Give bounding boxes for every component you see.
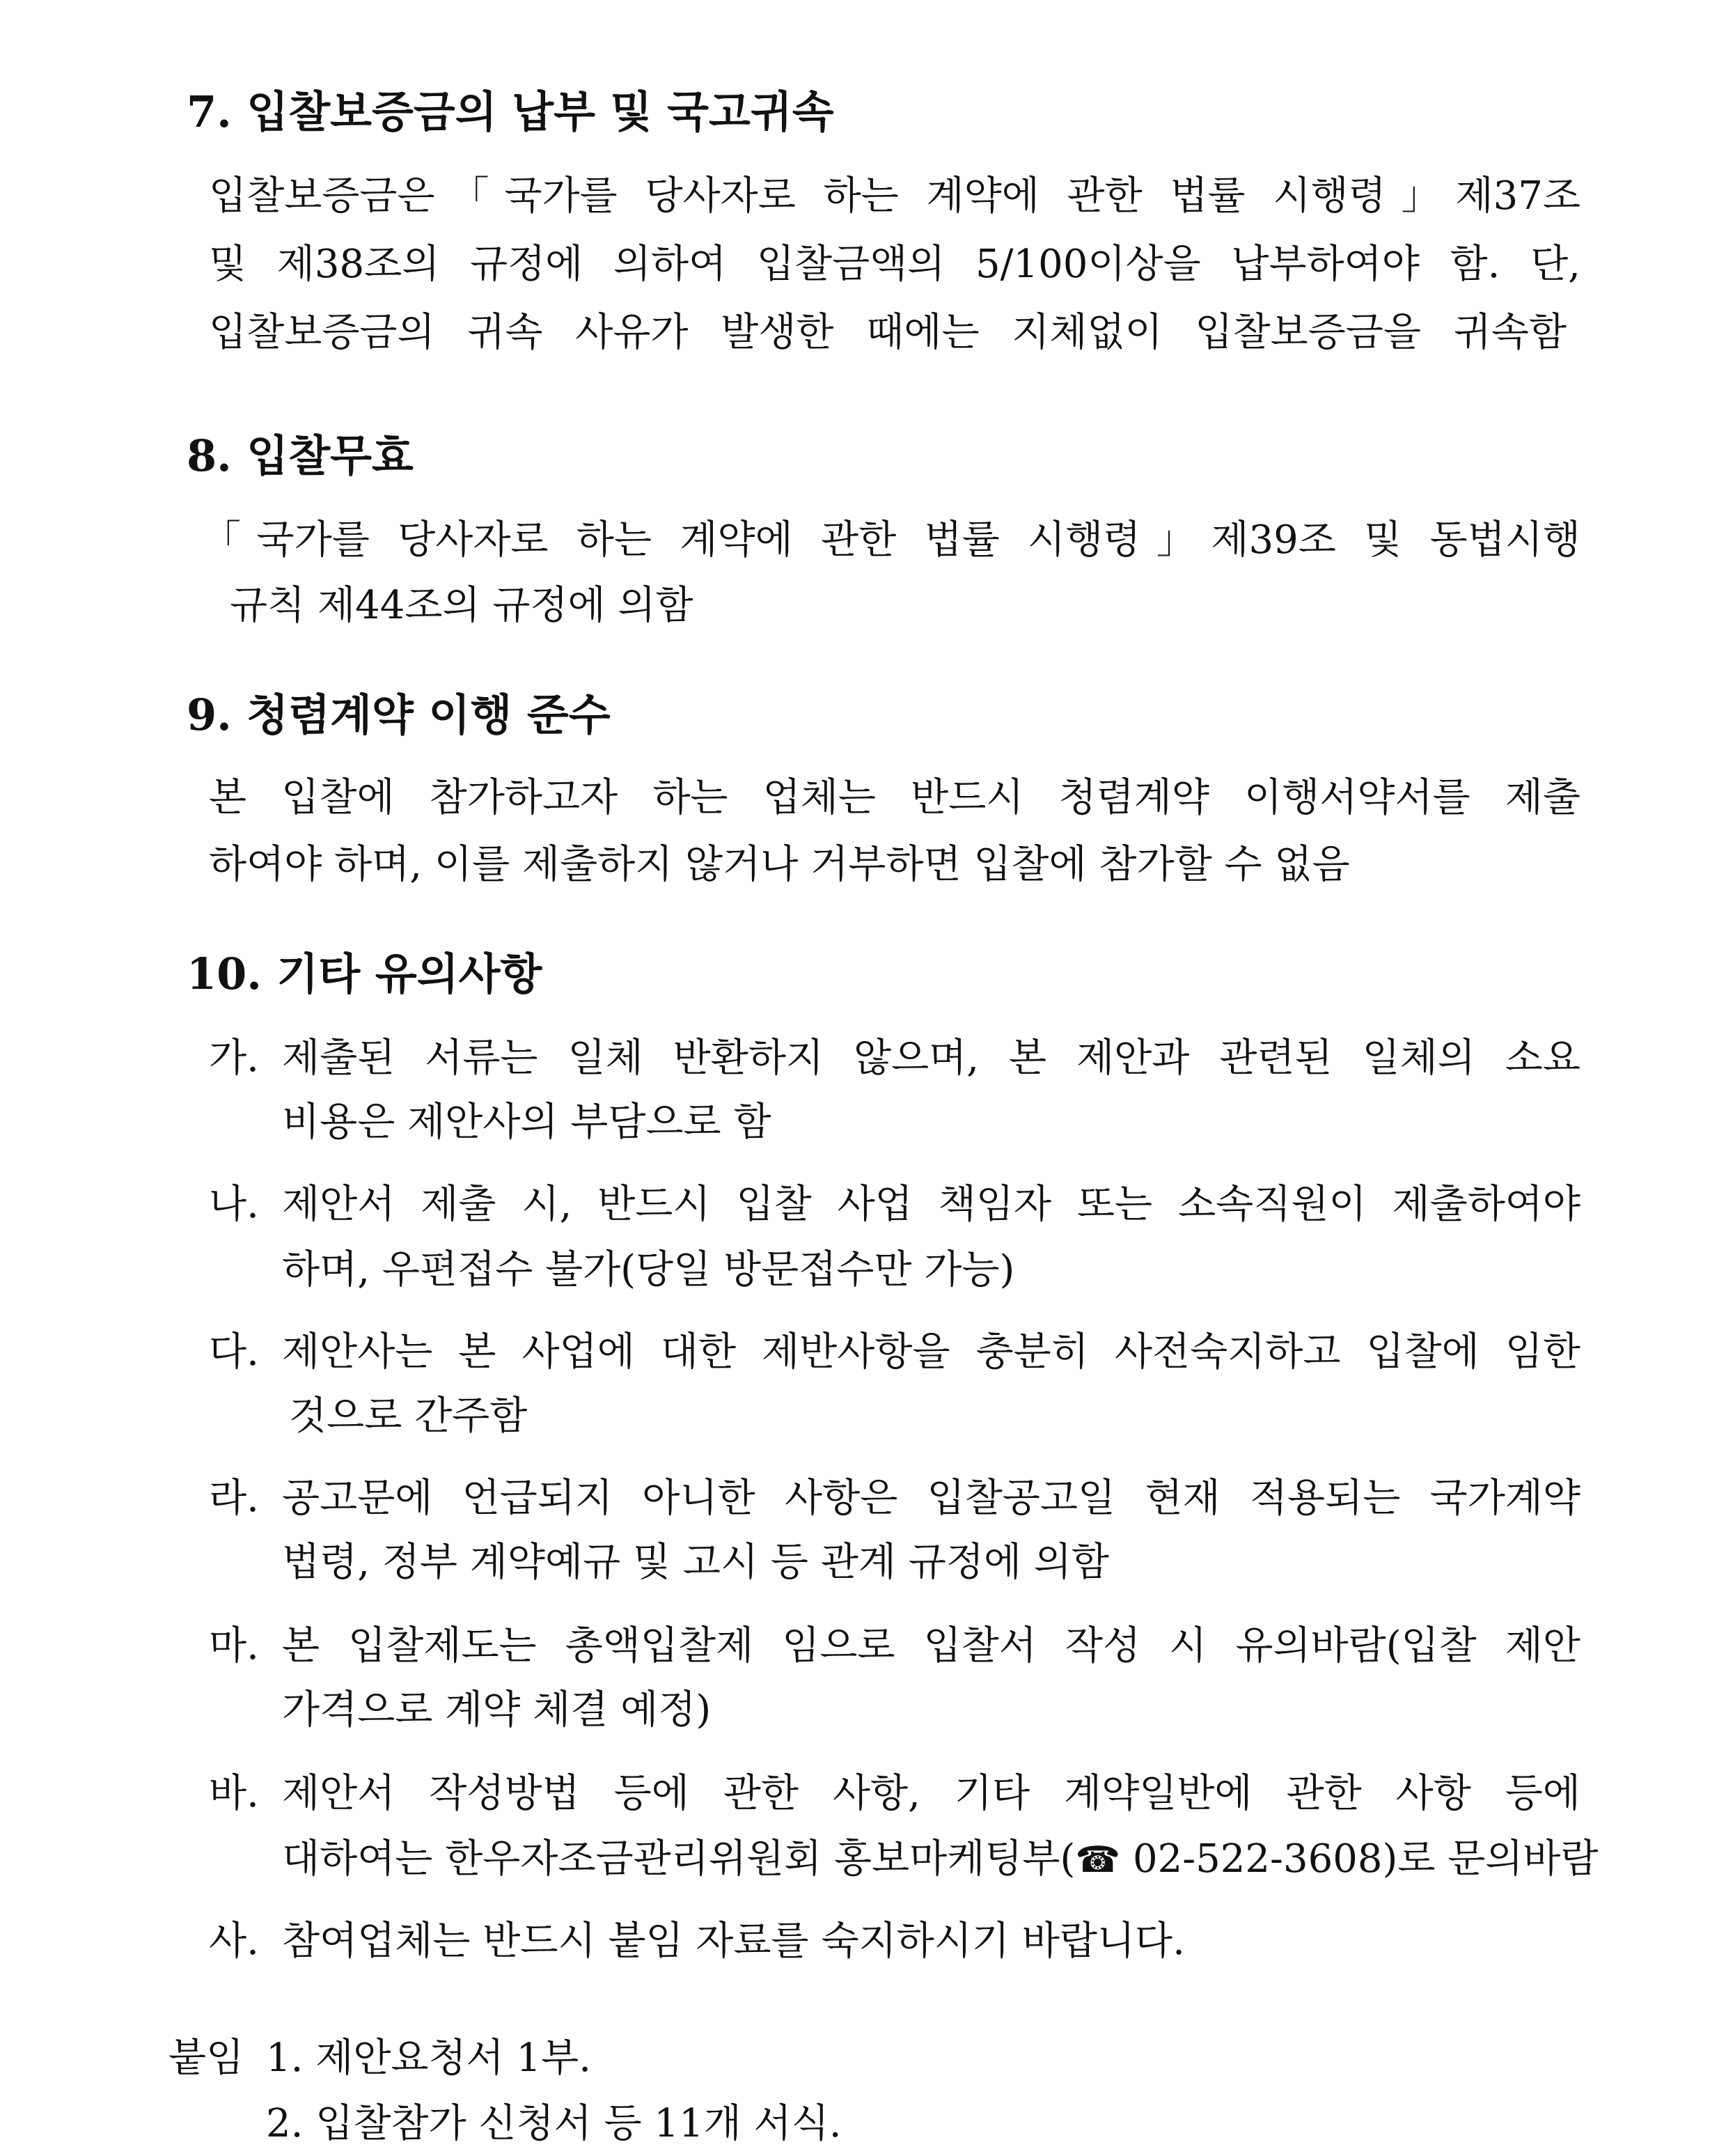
section-8-heading: 8. 입찰무효 [187,430,414,481]
item-da-line-1: 제안사는 본 사업에 대한 제반사항을 충분히 사전숙지하고 입찰에 임한 [282,1329,1580,1375]
item-ra-line-1: 공고문에 언급되지 아니한 사항은 입찰공고일 현재 적용되는 국가계약 [282,1476,1580,1521]
section-9-line-1: 본 입찰에 참가하고자 하는 업체는 반드시 청렴계약 이행서약서를 제출 [209,775,1580,820]
contact-phone-number: 02-522-3608 [1120,1836,1383,1882]
section-10-heading: 10. 기타 유의사항 [187,948,542,999]
attachment-item-2: 2. 입찰참가 신청서 등 11개 서식. [266,2101,842,2146]
section-9-line-2: 하여야 하며, 이를 제출하지 않거나 거부하면 입찰에 참가할 수 없음 [209,842,1350,887]
section-7-heading: 7. 입찰보증금의 납부 및 국고귀속 [187,86,834,137]
attachments-label: 붙임 [168,2036,244,2081]
item-marker-ga: 가. [209,1036,259,1081]
attachment-item-1: 1. 제안요청서 1부. [266,2036,592,2081]
item-marker-ba: 바. [209,1771,259,1816]
item-marker-ra: 라. [209,1476,259,1521]
section-8-line-2: 규칙 제44조의 규정에 의함 [230,583,693,628]
item-na-line-1: 제안서 제출 시, 반드시 입찰 사업 책임자 또는 소속직원이 제출하여야 [282,1182,1580,1227]
item-marker-sa: 사. [209,1919,259,1964]
item-da-line-2: 것으로 간주함 [289,1393,528,1439]
item-ba-line-2-text: 대하여는 한우자조금관리위원회 홍보마케팅부( [282,1836,1076,1882]
item-ga-line-1: 제출된 서류는 일체 반환하지 않으며, 본 제안과 관련된 일체의 소요 [282,1036,1580,1081]
item-sa-line-1: 참여업체는 반드시 붙임 자료를 숙지하시기 바랍니다. [282,1919,1185,1964]
section-7-line-2: 및 제38조의 규정에 의하여 입찰금액의 5/100이상을 납부하여야 함. 단, [209,242,1580,287]
item-ra-line-2: 법령, 정부 계약예규 및 고시 등 관계 규정에 의함 [282,1540,1110,1585]
item-ga-line-2: 비용은 제안사의 부담으로 함 [282,1100,771,1145]
item-ma-line-2: 가격으로 계약 체결 예정) [282,1687,712,1733]
item-marker-da: 다. [209,1329,259,1375]
item-marker-ma: 마. [209,1623,259,1669]
section-7-line-3: 입찰보증금의 귀속 사유가 발생한 때에는 지체없이 입찰보증금을 귀속함 [209,310,1567,355]
section-9-heading: 9. 청렴계약 이행 준수 [187,689,611,740]
section-7-line-1: 입찰보증금은「국가를 당사자로 하는 계약에 관한 법률 시행령」제37조 [209,173,1580,219]
item-marker-na: 나. [209,1182,259,1227]
item-ba-line-1: 제안서 작성방법 등에 관한 사항, 기타 계약일반에 관한 사항 등에 [282,1771,1580,1816]
section-8-line-1: 「국가를 당사자로 하는 계약에 관한 법률 시행령」제39조 및 동법시행 [202,517,1580,563]
item-ba-line-2-tail: )로 문의바람 [1382,1836,1599,1882]
item-ma-line-1: 본 입찰제도는 총액입찰제 임으로 입찰서 작성 시 유의바람(입찰 제안 [282,1623,1580,1669]
item-na-line-2: 하며, 우편접수 불가(당일 방문접수만 가능) [282,1247,1015,1292]
item-ba-line-2 [282,1836,1599,1882]
telephone-icon: ☎ [1075,1839,1121,1881]
